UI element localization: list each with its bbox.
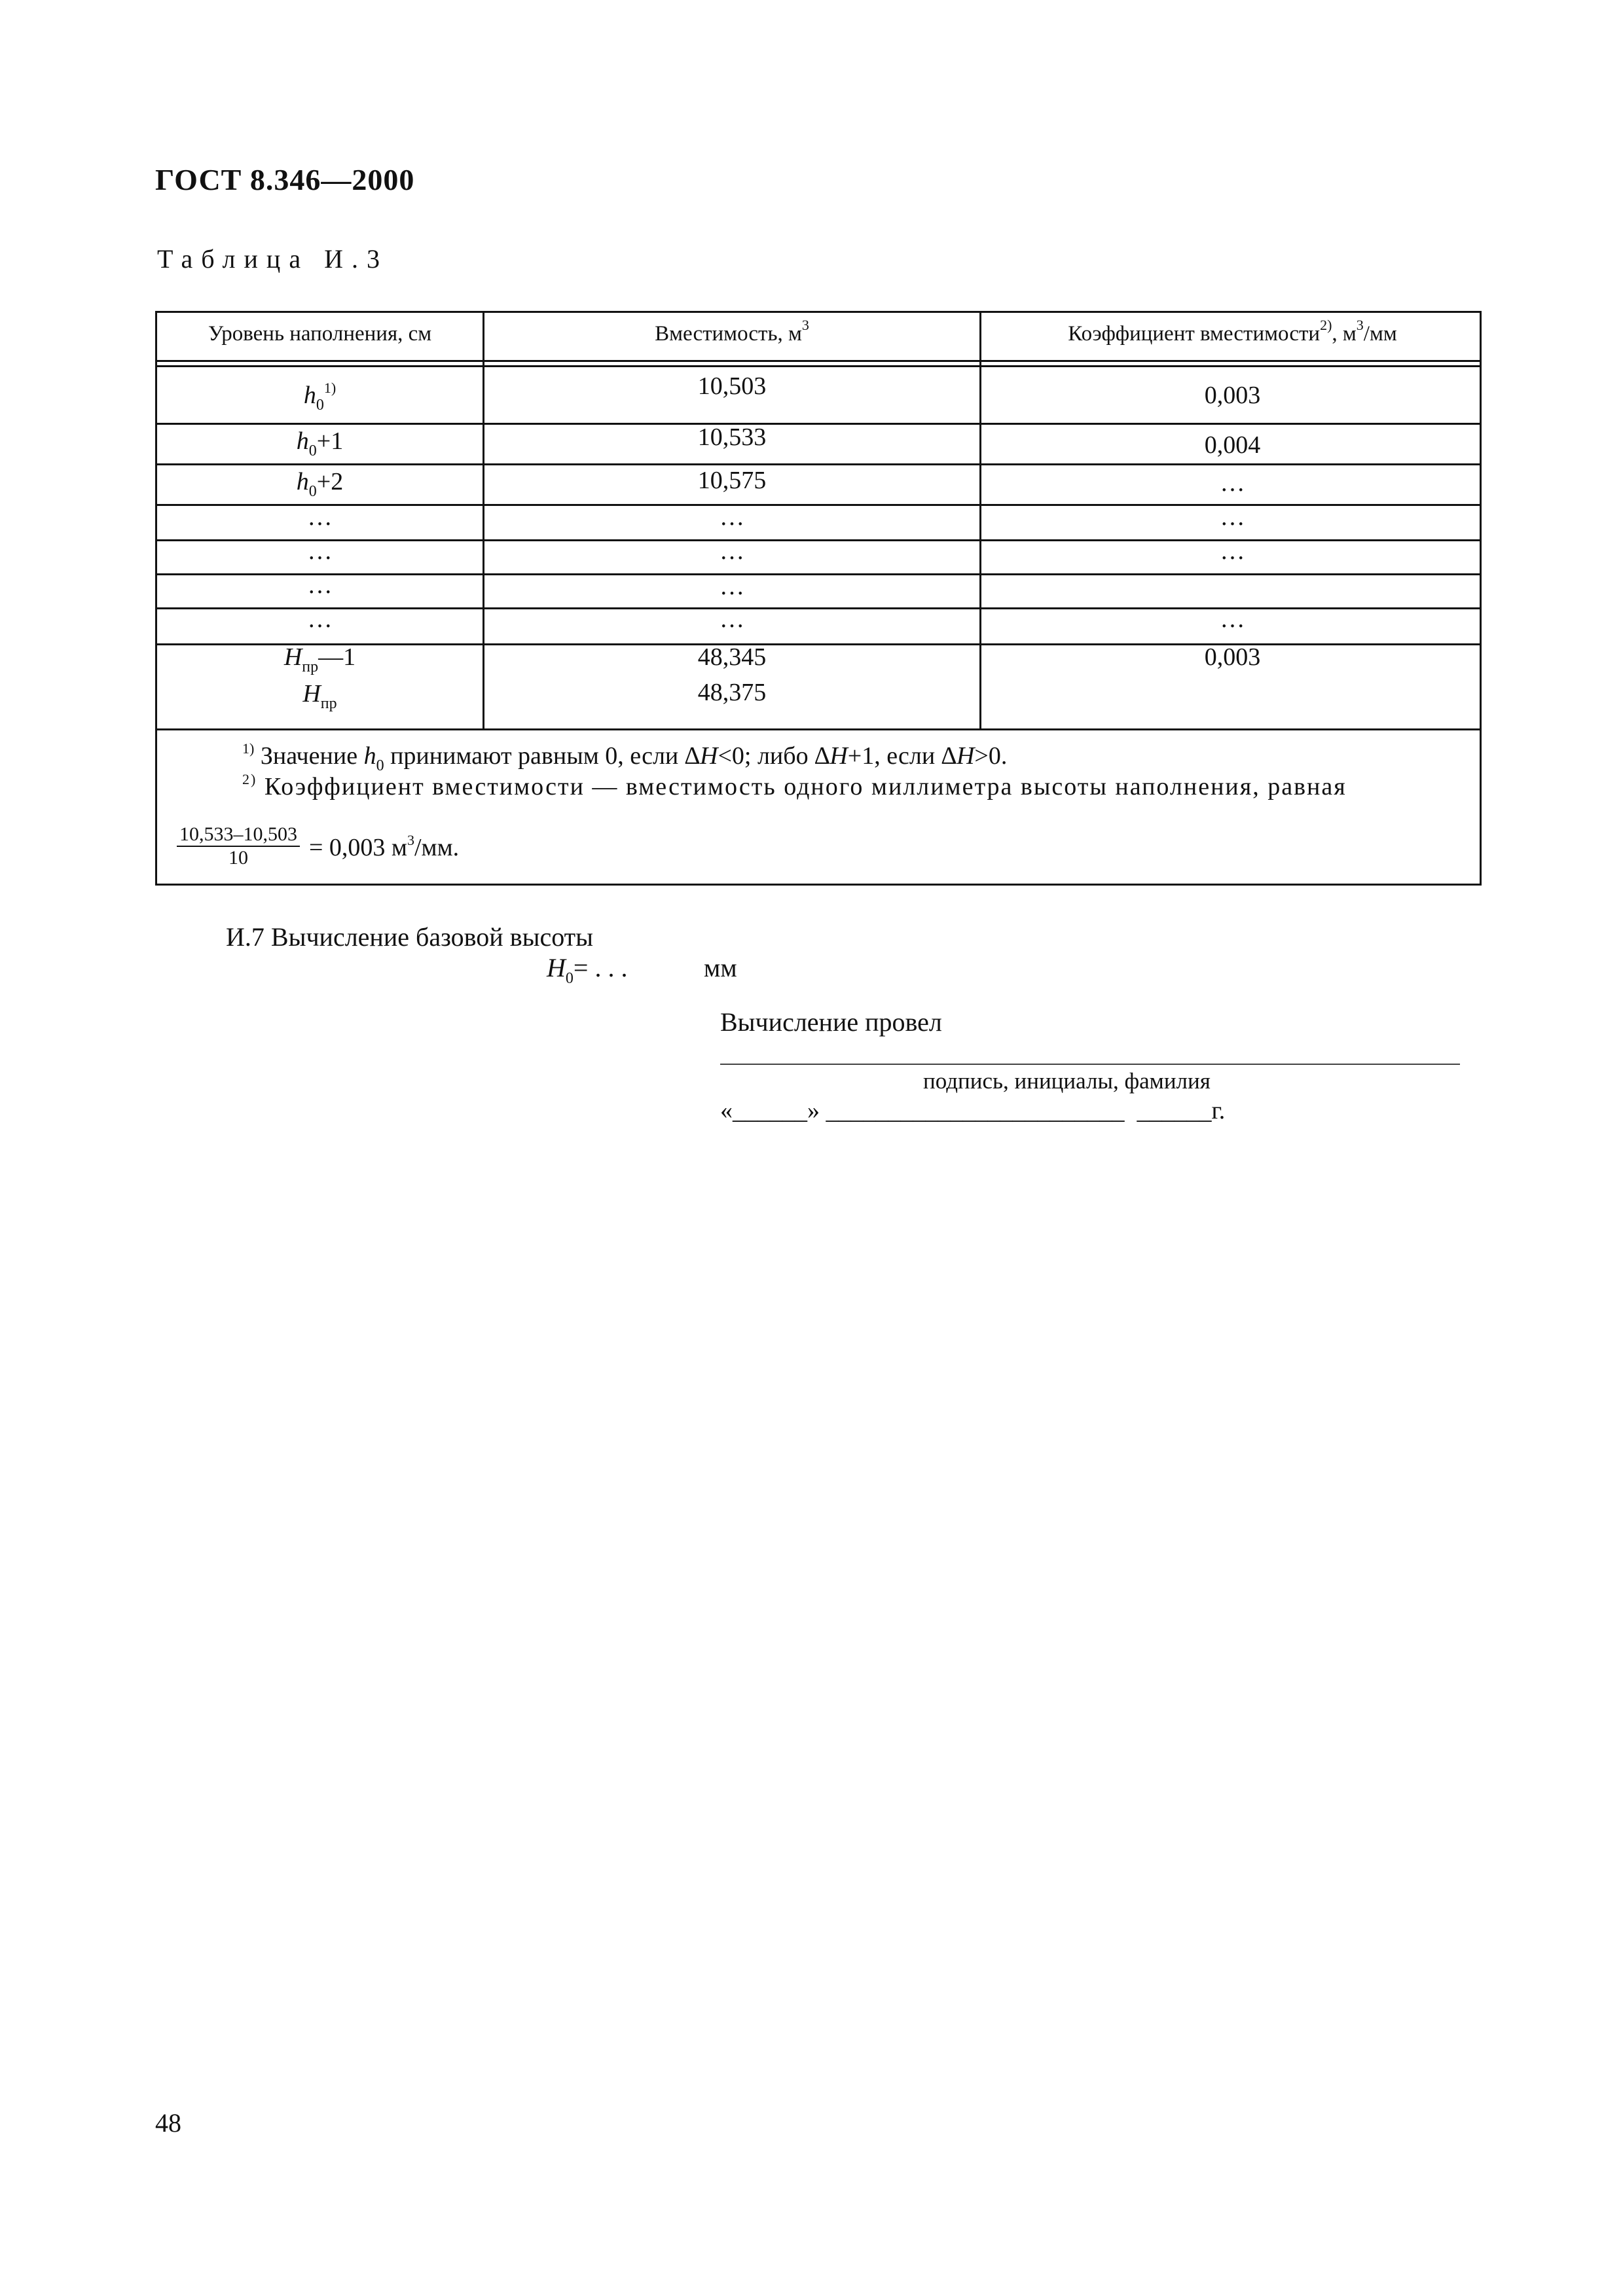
header-level: Уровень наполнения, см xyxy=(208,322,432,346)
header-divider xyxy=(157,360,1480,362)
notes-divider xyxy=(157,728,1480,730)
base-height-formula: $H_0=$ . . . xyxy=(547,953,628,987)
cell-volume: 48,345 xyxy=(697,643,767,671)
cell-volume: … xyxy=(720,537,744,565)
cell-coefficient: 0,003 xyxy=(1204,643,1261,671)
cell-volume: … xyxy=(720,503,744,531)
header-volume: Вместимость, $м^3$ xyxy=(655,317,809,346)
cell-volume: 48,375 xyxy=(697,679,767,706)
cell-volume: 10,533 xyxy=(697,423,767,451)
section-title: И.7 Вычисление базовой высоты xyxy=(226,922,594,952)
footnote-1: $^{1)}$ Значение $h_0$ принимают равным 0, если ∆H<0; либо ∆H+1, если ∆H>0. xyxy=(242,740,1008,774)
cell-level: … xyxy=(307,503,333,531)
cell-level: $H_{пр}—1$ xyxy=(283,643,356,675)
data-table xyxy=(155,311,1482,886)
fraction-result: = 0,003 $м^3/мм$. xyxy=(309,832,460,861)
cell-level: … xyxy=(307,571,333,599)
signature-caption: подпись, инициалы, фамилия xyxy=(923,1068,1211,1094)
cell-volume: 10,575 xyxy=(697,467,767,494)
cell-volume: … xyxy=(720,573,744,600)
page-number: 48 xyxy=(155,2108,181,2138)
cell-coefficient: 0,004 xyxy=(1204,431,1261,459)
header-coefficient: Коэффициент вместимости$^{2)}$, $м^3/мм$ xyxy=(1068,317,1397,346)
header-divider xyxy=(157,365,1480,367)
cell-coefficient: 0,003 xyxy=(1204,382,1261,409)
cell-level: … xyxy=(307,605,333,633)
date-line: «______» ________________________ ______г. xyxy=(720,1097,1226,1124)
cell-volume: 10,503 xyxy=(697,372,767,400)
calculation-label: Вычисление провел xyxy=(720,1007,942,1037)
cell-level: $H_{пр}$ xyxy=(302,680,337,712)
base-height-unit: мм xyxy=(704,953,737,982)
cell-coefficient: … xyxy=(1220,537,1245,565)
cell-level: $h_0+2$ xyxy=(296,468,344,500)
table-caption: Таблица И.3 xyxy=(157,244,388,274)
cell-coefficient: … xyxy=(1220,469,1245,497)
footnote-2: $^{2)}$ Коэффициент вместимости — вместимость одного миллиметра высоты наполнения, равная xyxy=(242,771,1347,800)
cell-level: $h_0+1$ xyxy=(296,427,344,459)
cell-coefficient: … xyxy=(1220,503,1245,531)
cell-coefficient: … xyxy=(1220,605,1245,633)
fraction-denominator: 10 xyxy=(228,847,248,869)
document-title: ГОСТ 8.346—2000 xyxy=(155,163,415,196)
cell-level: $h_0^{1)}$ xyxy=(303,380,337,414)
fraction xyxy=(177,823,300,869)
cell-level: … xyxy=(307,537,333,565)
signature-line xyxy=(720,1064,1460,1065)
fraction-numerator: 10,533–10,503 xyxy=(177,823,300,847)
cell-volume: … xyxy=(720,605,744,633)
row-divider xyxy=(157,463,1480,465)
